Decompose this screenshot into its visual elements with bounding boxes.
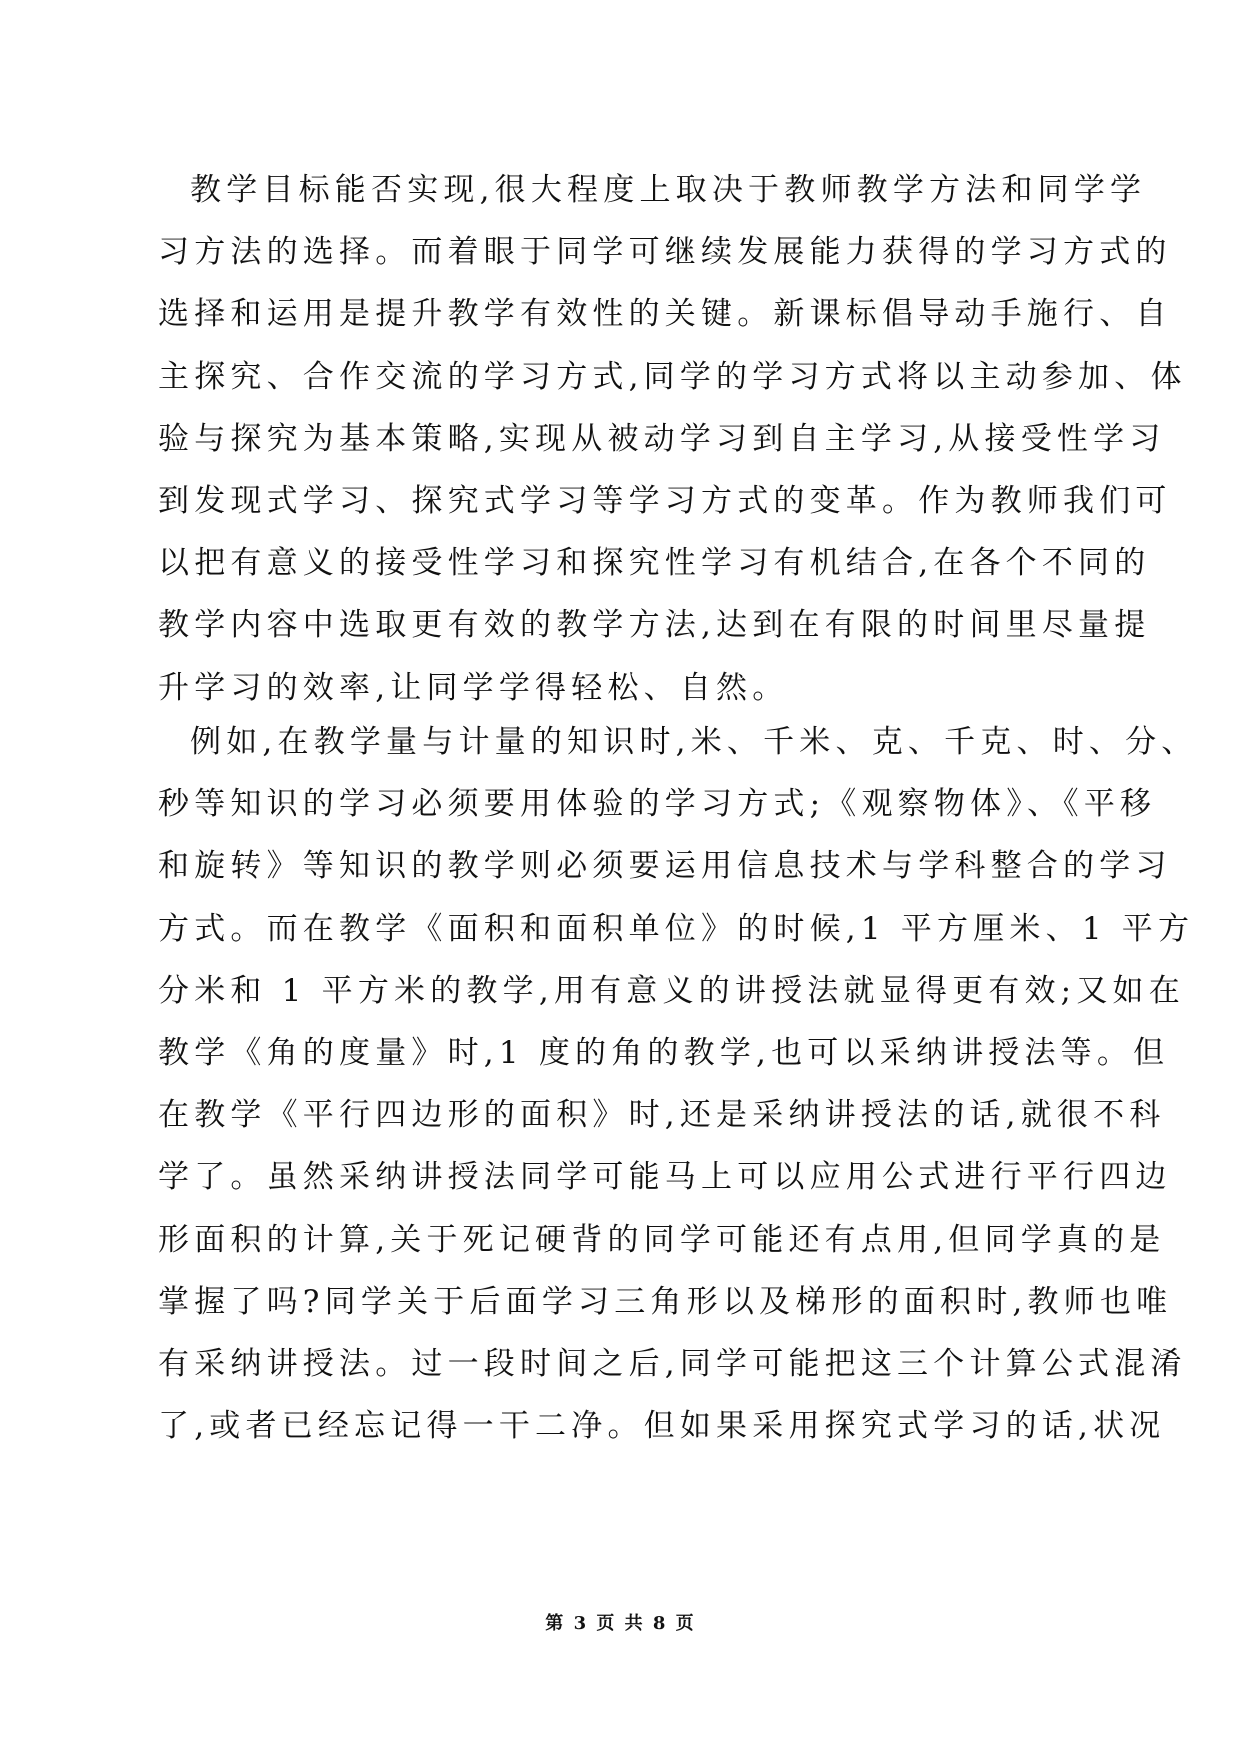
text-line: 例如,在教学量与计量的知识时,米、千米、克、千克、时、分、 (190, 724, 1198, 760)
text-line: 掌握了吗?同学关于后面学习三角形以及梯形的面积时,教师也唯 (158, 1283, 1173, 1320)
text-line: 升学习的效率,让同学学得轻松、自然。 (158, 669, 789, 706)
text-line: 在教学《平行四边形的面积》时,还是采纳讲授法的话,就很不科 (158, 1097, 1166, 1134)
text-line: 分米和 1 平方米的教学,用有意义的讲授法就显得更有效;又如在 (158, 972, 1185, 1009)
text-line: 有采纳讲授法。过一段时间之后,同学可能把这三个计算公式混淆 (158, 1346, 1187, 1382)
text-line: 教学《角的度量》时,1 度的角的教学,也可以采纳讲授法等。但 (158, 1035, 1170, 1071)
text-line: 形面积的计算,关于死记硬背的同学可能还有点用,但同学真的是 (158, 1221, 1166, 1258)
text-line: 教学目标能否实现,很大程度上取决于教师教学方法和同学学 (190, 172, 1147, 208)
text-line: 选择和运用是提升教学有效性的关键。新课标倡导动手施行、自 (158, 296, 1172, 333)
text-line: 验与探究为基本策略,实现从被动学习到自主学习,从接受性学习 (158, 420, 1166, 457)
text-line: 了,或者已经忘记得一干二净。但如果采用探究式学习的话,状况 (158, 1408, 1166, 1445)
text-line: 教学内容中选取更有效的教学方法,达到在有限的时间里尽量提 (158, 607, 1151, 644)
text-line: 习方法的选择。而着眼于同学可继续发展能力获得的学习方式的 (158, 234, 1172, 271)
text-line: 方式。而在教学《面积和面积单位》的时候,1 平方厘米、1 平方 (158, 910, 1195, 947)
text-line: 和旋转》等知识的教学则必须要运用信息技术与学科整合的学习 (158, 848, 1172, 885)
page-footer: 第 3 页 共 8 页 (545, 1613, 696, 1634)
text-line: 学了。虽然采纳讲授法同学可能马上可以应用公式进行平行四边 (158, 1159, 1172, 1196)
text-line: 以把有意义的接受性学习和探究性学习有机结合,在各个不同的 (158, 545, 1151, 582)
text-line: 主探究、合作交流的学习方式,同学的学习方式将以主动参加、体 (158, 358, 1187, 395)
text-line: 到发现式学习、探究式学习等学习方式的变革。作为教师我们可 (158, 483, 1172, 519)
text-line: 秒等知识的学习必须要用体验的学习方式;《观察物体》、《平移 (158, 786, 1157, 823)
